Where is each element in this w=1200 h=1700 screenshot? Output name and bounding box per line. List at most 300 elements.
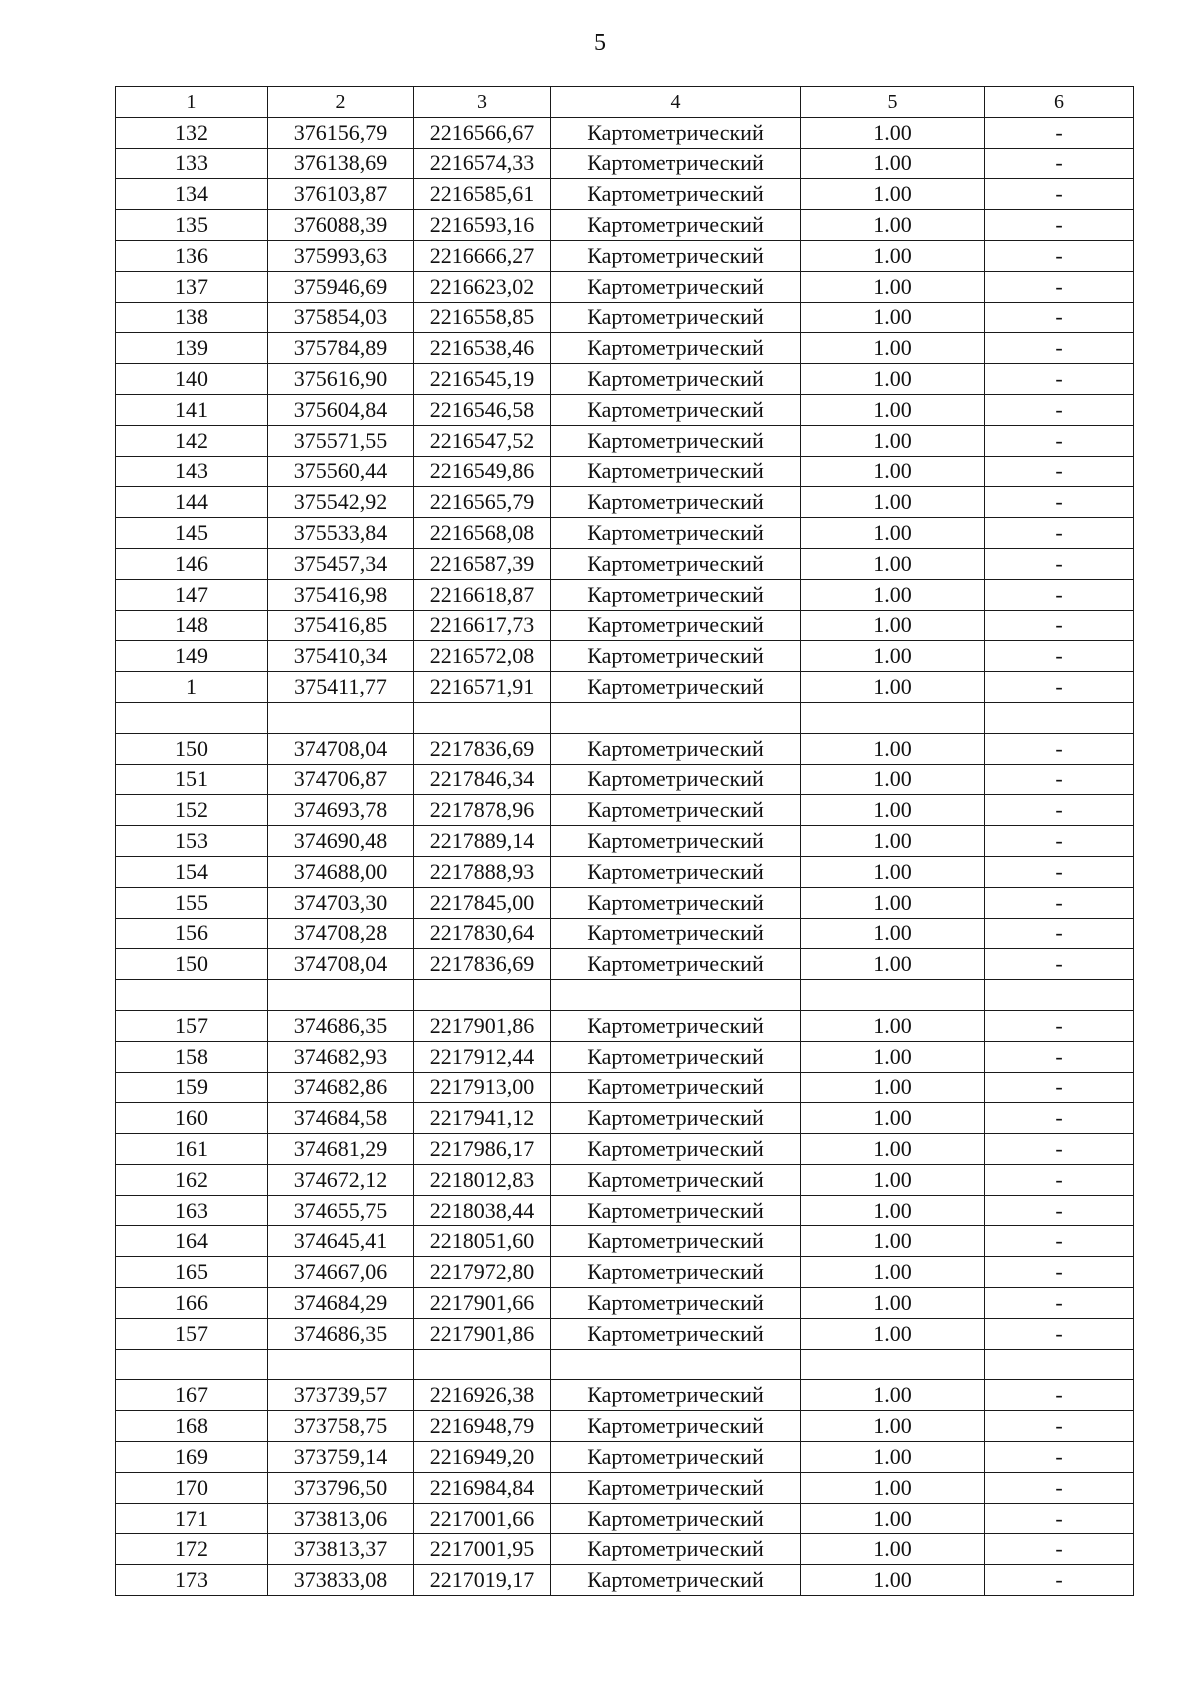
table-row — [116, 1010, 1134, 1041]
point-number-cell: 133 — [116, 148, 268, 179]
accuracy-cell: 1.00 — [801, 1257, 985, 1288]
method-cell: Картометрический — [551, 918, 801, 949]
x-coordinate-cell: 375993,63 — [268, 240, 414, 271]
accuracy-cell: 1.00 — [801, 518, 985, 549]
x-coordinate-cell: 374703,30 — [268, 887, 414, 918]
accuracy-cell: 1.00 — [801, 1134, 985, 1165]
x-coordinate-cell: 373759,14 — [268, 1442, 414, 1473]
point-number-cell: 172 — [116, 1534, 268, 1565]
point-number-cell: 166 — [116, 1288, 268, 1319]
accuracy-cell: 1.00 — [801, 1318, 985, 1349]
point-number-cell: 155 — [116, 887, 268, 918]
accuracy-cell: 1.00 — [801, 456, 985, 487]
x-coordinate-cell: 375604,84 — [268, 394, 414, 425]
table-row — [116, 271, 1134, 302]
x-coordinate-cell: 375784,89 — [268, 333, 414, 364]
table-row — [116, 733, 1134, 764]
method-cell: Картометрический — [551, 856, 801, 887]
point-number-cell: 164 — [116, 1226, 268, 1257]
method-cell: Картометрический — [551, 302, 801, 333]
method-cell: Картометрический — [551, 1072, 801, 1103]
method-cell: Картометрический — [551, 1010, 801, 1041]
method-cell: Картометрический — [551, 887, 801, 918]
method-cell: Картометрический — [551, 1134, 801, 1165]
x-coordinate-cell: 374645,41 — [268, 1226, 414, 1257]
table-row — [116, 641, 1134, 672]
x-coordinate-cell: 375416,98 — [268, 579, 414, 610]
x-coordinate-cell: 376138,69 — [268, 148, 414, 179]
x-coordinate-cell: 376156,79 — [268, 117, 414, 148]
accuracy-cell: 1.00 — [801, 333, 985, 364]
point-number-cell: 157 — [116, 1318, 268, 1349]
point-number-cell: 136 — [116, 240, 268, 271]
method-cell: Картометрический — [551, 1411, 801, 1442]
method-cell: Картометрический — [551, 1195, 801, 1226]
accuracy-cell: 1.00 — [801, 764, 985, 795]
x-coordinate-cell: 373758,75 — [268, 1411, 414, 1442]
x-coordinate-cell: 373813,06 — [268, 1503, 414, 1534]
note-cell: - — [985, 1010, 1134, 1041]
point-number-cell: 160 — [116, 1103, 268, 1134]
point-number-cell: 132 — [116, 117, 268, 148]
accuracy-cell — [801, 980, 985, 1011]
table-row — [116, 764, 1134, 795]
point-number-cell: 145 — [116, 518, 268, 549]
y-coordinate-cell: 2216623,02 — [414, 271, 551, 302]
accuracy-cell: 1.00 — [801, 394, 985, 425]
point-number-cell: 163 — [116, 1195, 268, 1226]
table-row — [116, 918, 1134, 949]
column-header-3: 3 — [414, 87, 551, 118]
accuracy-cell: 1.00 — [801, 1503, 985, 1534]
accuracy-cell: 1.00 — [801, 148, 985, 179]
table-row — [116, 1565, 1134, 1596]
method-cell: Картометрический — [551, 949, 801, 980]
point-number-cell: 159 — [116, 1072, 268, 1103]
accuracy-cell: 1.00 — [801, 1565, 985, 1596]
note-cell: - — [985, 1226, 1134, 1257]
point-number-cell: 139 — [116, 333, 268, 364]
column-header-4: 4 — [551, 87, 801, 118]
accuracy-cell: 1.00 — [801, 1226, 985, 1257]
y-coordinate-cell: 2217901,66 — [414, 1288, 551, 1319]
method-cell: Картометрический — [551, 610, 801, 641]
y-coordinate-cell: 2217836,69 — [414, 949, 551, 980]
x-coordinate-cell: 374690,48 — [268, 826, 414, 857]
x-coordinate-cell: 375854,03 — [268, 302, 414, 333]
y-coordinate-cell: 2217912,44 — [414, 1041, 551, 1072]
table-header — [116, 87, 1134, 118]
note-cell: - — [985, 610, 1134, 641]
x-coordinate-cell: 375411,77 — [268, 672, 414, 703]
method-cell: Картометрический — [551, 333, 801, 364]
y-coordinate-cell: 2216571,91 — [414, 672, 551, 703]
y-coordinate-cell: 2217836,69 — [414, 733, 551, 764]
method-cell: Картометрический — [551, 1380, 801, 1411]
point-number-cell: 150 — [116, 733, 268, 764]
point-number-cell: 162 — [116, 1164, 268, 1195]
method-cell: Картометрический — [551, 1103, 801, 1134]
accuracy-cell: 1.00 — [801, 271, 985, 302]
note-cell: - — [985, 918, 1134, 949]
x-coordinate-cell: 376103,87 — [268, 179, 414, 210]
note-cell — [985, 702, 1134, 733]
note-cell: - — [985, 672, 1134, 703]
point-number-cell: 150 — [116, 949, 268, 980]
coordinates-table — [115, 86, 1134, 1596]
point-number-cell: 140 — [116, 364, 268, 395]
x-coordinate-cell — [268, 1349, 414, 1380]
x-coordinate-cell: 374686,35 — [268, 1318, 414, 1349]
point-number-cell: 169 — [116, 1442, 268, 1473]
y-coordinate-cell: 2216547,52 — [414, 425, 551, 456]
note-cell: - — [985, 1565, 1134, 1596]
method-cell: Картометрический — [551, 148, 801, 179]
x-coordinate-cell: 374655,75 — [268, 1195, 414, 1226]
y-coordinate-cell: 2217845,00 — [414, 887, 551, 918]
x-coordinate-cell: 374706,87 — [268, 764, 414, 795]
accuracy-cell: 1.00 — [801, 548, 985, 579]
y-coordinate-cell: 2216558,85 — [414, 302, 551, 333]
table-row — [116, 148, 1134, 179]
y-coordinate-cell: 2216587,39 — [414, 548, 551, 579]
note-cell: - — [985, 1288, 1134, 1319]
note-cell: - — [985, 579, 1134, 610]
accuracy-cell: 1.00 — [801, 302, 985, 333]
method-cell: Картометрический — [551, 1318, 801, 1349]
x-coordinate-cell: 373739,57 — [268, 1380, 414, 1411]
method-cell: Картометрический — [551, 1041, 801, 1072]
accuracy-cell: 1.00 — [801, 364, 985, 395]
y-coordinate-cell: 2216538,46 — [414, 333, 551, 364]
point-number-cell: 151 — [116, 764, 268, 795]
note-cell: - — [985, 271, 1134, 302]
accuracy-cell: 1.00 — [801, 487, 985, 518]
point-number-cell: 154 — [116, 856, 268, 887]
accuracy-cell: 1.00 — [801, 672, 985, 703]
table-row — [116, 456, 1134, 487]
y-coordinate-cell: 2216666,27 — [414, 240, 551, 271]
table-spacer-row — [116, 1349, 1134, 1380]
method-cell: Картометрический — [551, 1164, 801, 1195]
y-coordinate-cell: 2216617,73 — [414, 610, 551, 641]
table-row — [116, 1195, 1134, 1226]
accuracy-cell: 1.00 — [801, 795, 985, 826]
table-row — [116, 302, 1134, 333]
method-cell: Картометрический — [551, 764, 801, 795]
accuracy-cell: 1.00 — [801, 918, 985, 949]
accuracy-cell: 1.00 — [801, 1380, 985, 1411]
y-coordinate-cell: 2216546,58 — [414, 394, 551, 425]
note-cell: - — [985, 179, 1134, 210]
header-row — [116, 87, 1134, 118]
column-header-2: 2 — [268, 87, 414, 118]
x-coordinate-cell: 375542,92 — [268, 487, 414, 518]
y-coordinate-cell: 2216566,67 — [414, 117, 551, 148]
x-coordinate-cell: 374708,04 — [268, 733, 414, 764]
x-coordinate-cell: 374688,00 — [268, 856, 414, 887]
accuracy-cell: 1.00 — [801, 1103, 985, 1134]
table-row — [116, 1411, 1134, 1442]
note-cell: - — [985, 210, 1134, 241]
y-coordinate-cell — [414, 980, 551, 1011]
method-cell: Картометрический — [551, 425, 801, 456]
x-coordinate-cell — [268, 702, 414, 733]
y-coordinate-cell: 2217878,96 — [414, 795, 551, 826]
method-cell: Картометрический — [551, 733, 801, 764]
table-row — [116, 1318, 1134, 1349]
point-number-cell: 149 — [116, 641, 268, 672]
accuracy-cell — [801, 702, 985, 733]
x-coordinate-cell: 374681,29 — [268, 1134, 414, 1165]
method-cell: Картометрический — [551, 641, 801, 672]
point-number-cell: 161 — [116, 1134, 268, 1165]
table-row — [116, 610, 1134, 641]
y-coordinate-cell: 2217889,14 — [414, 826, 551, 857]
note-cell: - — [985, 117, 1134, 148]
note-cell: - — [985, 1134, 1134, 1165]
x-coordinate-cell: 375533,84 — [268, 518, 414, 549]
point-number-cell: 157 — [116, 1010, 268, 1041]
point-number-cell: 165 — [116, 1257, 268, 1288]
x-coordinate-cell: 375457,34 — [268, 548, 414, 579]
note-cell: - — [985, 148, 1134, 179]
note-cell: - — [985, 1195, 1134, 1226]
note-cell: - — [985, 887, 1134, 918]
method-cell: Картометрический — [551, 456, 801, 487]
y-coordinate-cell: 2216549,86 — [414, 456, 551, 487]
x-coordinate-cell: 373796,50 — [268, 1472, 414, 1503]
method-cell: Картометрический — [551, 179, 801, 210]
table-row — [116, 179, 1134, 210]
y-coordinate-cell: 2217986,17 — [414, 1134, 551, 1165]
note-cell: - — [985, 1072, 1134, 1103]
table-spacer-row — [116, 702, 1134, 733]
point-number-cell: 137 — [116, 271, 268, 302]
note-cell: - — [985, 641, 1134, 672]
y-coordinate-cell: 2217888,93 — [414, 856, 551, 887]
table-row — [116, 1288, 1134, 1319]
table-row — [116, 333, 1134, 364]
note-cell: - — [985, 733, 1134, 764]
note-cell: - — [985, 1380, 1134, 1411]
point-number-cell: 168 — [116, 1411, 268, 1442]
table-row — [116, 1503, 1134, 1534]
table-row — [116, 795, 1134, 826]
method-cell: Картометрический — [551, 117, 801, 148]
note-cell: - — [985, 456, 1134, 487]
accuracy-cell: 1.00 — [801, 641, 985, 672]
method-cell — [551, 702, 801, 733]
method-cell: Картометрический — [551, 672, 801, 703]
note-cell: - — [985, 425, 1134, 456]
table-row — [116, 1041, 1134, 1072]
method-cell: Картометрический — [551, 1565, 801, 1596]
accuracy-cell: 1.00 — [801, 1041, 985, 1072]
y-coordinate-cell: 2216618,87 — [414, 579, 551, 610]
table-row — [116, 856, 1134, 887]
table-row — [116, 487, 1134, 518]
note-cell: - — [985, 1472, 1134, 1503]
accuracy-cell: 1.00 — [801, 1010, 985, 1041]
y-coordinate-cell: 2216926,38 — [414, 1380, 551, 1411]
table-body — [116, 117, 1134, 1595]
table-row — [116, 117, 1134, 148]
y-coordinate-cell: 2217913,00 — [414, 1072, 551, 1103]
x-coordinate-cell: 374672,12 — [268, 1164, 414, 1195]
accuracy-cell: 1.00 — [801, 1288, 985, 1319]
method-cell — [551, 980, 801, 1011]
point-number-cell: 170 — [116, 1472, 268, 1503]
table-row — [116, 579, 1134, 610]
accuracy-cell: 1.00 — [801, 1411, 985, 1442]
x-coordinate-cell: 375416,85 — [268, 610, 414, 641]
table-row — [116, 364, 1134, 395]
y-coordinate-cell: 2216949,20 — [414, 1442, 551, 1473]
table-row — [116, 1257, 1134, 1288]
table-row — [116, 1103, 1134, 1134]
point-number-cell: 152 — [116, 795, 268, 826]
y-coordinate-cell: 2216574,33 — [414, 148, 551, 179]
note-cell: - — [985, 795, 1134, 826]
y-coordinate-cell: 2216585,61 — [414, 179, 551, 210]
note-cell: - — [985, 240, 1134, 271]
point-number-cell — [116, 980, 268, 1011]
y-coordinate-cell: 2216593,16 — [414, 210, 551, 241]
accuracy-cell: 1.00 — [801, 887, 985, 918]
x-coordinate-cell: 374682,93 — [268, 1041, 414, 1072]
x-coordinate-cell: 374682,86 — [268, 1072, 414, 1103]
y-coordinate-cell: 2217901,86 — [414, 1318, 551, 1349]
note-cell: - — [985, 548, 1134, 579]
note-cell: - — [985, 1103, 1134, 1134]
y-coordinate-cell: 2218051,60 — [414, 1226, 551, 1257]
y-coordinate-cell: 2218038,44 — [414, 1195, 551, 1226]
x-coordinate-cell: 374693,78 — [268, 795, 414, 826]
page-number: 5 — [594, 30, 606, 56]
method-cell: Картометрический — [551, 271, 801, 302]
point-number-cell: 1 — [116, 672, 268, 703]
method-cell — [551, 1349, 801, 1380]
accuracy-cell: 1.00 — [801, 1442, 985, 1473]
accuracy-cell: 1.00 — [801, 1195, 985, 1226]
point-number-cell — [116, 1349, 268, 1380]
y-coordinate-cell: 2216545,19 — [414, 364, 551, 395]
table-row — [116, 240, 1134, 271]
y-coordinate-cell: 2217972,80 — [414, 1257, 551, 1288]
point-number-cell: 156 — [116, 918, 268, 949]
note-cell: - — [985, 1411, 1134, 1442]
point-number-cell — [116, 702, 268, 733]
note-cell: - — [985, 1503, 1134, 1534]
point-number-cell: 146 — [116, 548, 268, 579]
x-coordinate-cell: 375616,90 — [268, 364, 414, 395]
accuracy-cell: 1.00 — [801, 949, 985, 980]
point-number-cell: 148 — [116, 610, 268, 641]
point-number-cell: 158 — [116, 1041, 268, 1072]
point-number-cell: 142 — [116, 425, 268, 456]
method-cell: Картометрический — [551, 1226, 801, 1257]
note-cell: - — [985, 1257, 1134, 1288]
x-coordinate-cell: 375946,69 — [268, 271, 414, 302]
x-coordinate-cell: 375571,55 — [268, 425, 414, 456]
accuracy-cell: 1.00 — [801, 1534, 985, 1565]
y-coordinate-cell: 2217830,64 — [414, 918, 551, 949]
y-coordinate-cell: 2216572,08 — [414, 641, 551, 672]
accuracy-cell: 1.00 — [801, 117, 985, 148]
accuracy-cell: 1.00 — [801, 579, 985, 610]
point-number-cell: 147 — [116, 579, 268, 610]
method-cell: Картометрический — [551, 364, 801, 395]
note-cell — [985, 1349, 1134, 1380]
y-coordinate-cell: 2217901,86 — [414, 1010, 551, 1041]
y-coordinate-cell: 2216984,84 — [414, 1472, 551, 1503]
y-coordinate-cell: 2217001,95 — [414, 1534, 551, 1565]
method-cell: Картометрический — [551, 548, 801, 579]
x-coordinate-cell: 373833,08 — [268, 1565, 414, 1596]
table-row — [116, 1442, 1134, 1473]
table-row — [116, 826, 1134, 857]
y-coordinate-cell: 2217019,17 — [414, 1565, 551, 1596]
point-number-cell: 141 — [116, 394, 268, 425]
method-cell: Картометрический — [551, 1442, 801, 1473]
accuracy-cell: 1.00 — [801, 610, 985, 641]
accuracy-cell: 1.00 — [801, 1072, 985, 1103]
accuracy-cell: 1.00 — [801, 210, 985, 241]
note-cell: - — [985, 1318, 1134, 1349]
y-coordinate-cell: 2216568,08 — [414, 518, 551, 549]
x-coordinate-cell: 374708,28 — [268, 918, 414, 949]
note-cell: - — [985, 333, 1134, 364]
point-number-cell: 167 — [116, 1380, 268, 1411]
method-cell: Картометрический — [551, 518, 801, 549]
note-cell — [985, 980, 1134, 1011]
table-row — [116, 210, 1134, 241]
table-row — [116, 887, 1134, 918]
x-coordinate-cell: 373813,37 — [268, 1534, 414, 1565]
note-cell: - — [985, 1442, 1134, 1473]
table-row — [116, 518, 1134, 549]
accuracy-cell: 1.00 — [801, 1164, 985, 1195]
x-coordinate-cell: 374708,04 — [268, 949, 414, 980]
table-row — [116, 1534, 1134, 1565]
x-coordinate-cell: 375560,44 — [268, 456, 414, 487]
table-row — [116, 1134, 1134, 1165]
accuracy-cell: 1.00 — [801, 179, 985, 210]
point-number-cell: 143 — [116, 456, 268, 487]
method-cell: Картометрический — [551, 1472, 801, 1503]
point-number-cell: 171 — [116, 1503, 268, 1534]
note-cell: - — [985, 394, 1134, 425]
table-row — [116, 394, 1134, 425]
table-row — [116, 672, 1134, 703]
y-coordinate-cell: 2218012,83 — [414, 1164, 551, 1195]
note-cell: - — [985, 518, 1134, 549]
table-row — [116, 1072, 1134, 1103]
table-spacer-row — [116, 980, 1134, 1011]
method-cell: Картометрический — [551, 240, 801, 271]
method-cell: Картометрический — [551, 1503, 801, 1534]
table-row — [116, 949, 1134, 980]
y-coordinate-cell: 2217846,34 — [414, 764, 551, 795]
table-row — [116, 548, 1134, 579]
note-cell: - — [985, 364, 1134, 395]
column-header-5: 5 — [801, 87, 985, 118]
method-cell: Картометрический — [551, 1288, 801, 1319]
y-coordinate-cell: 2216565,79 — [414, 487, 551, 518]
x-coordinate-cell: 374686,35 — [268, 1010, 414, 1041]
x-coordinate-cell: 375410,34 — [268, 641, 414, 672]
